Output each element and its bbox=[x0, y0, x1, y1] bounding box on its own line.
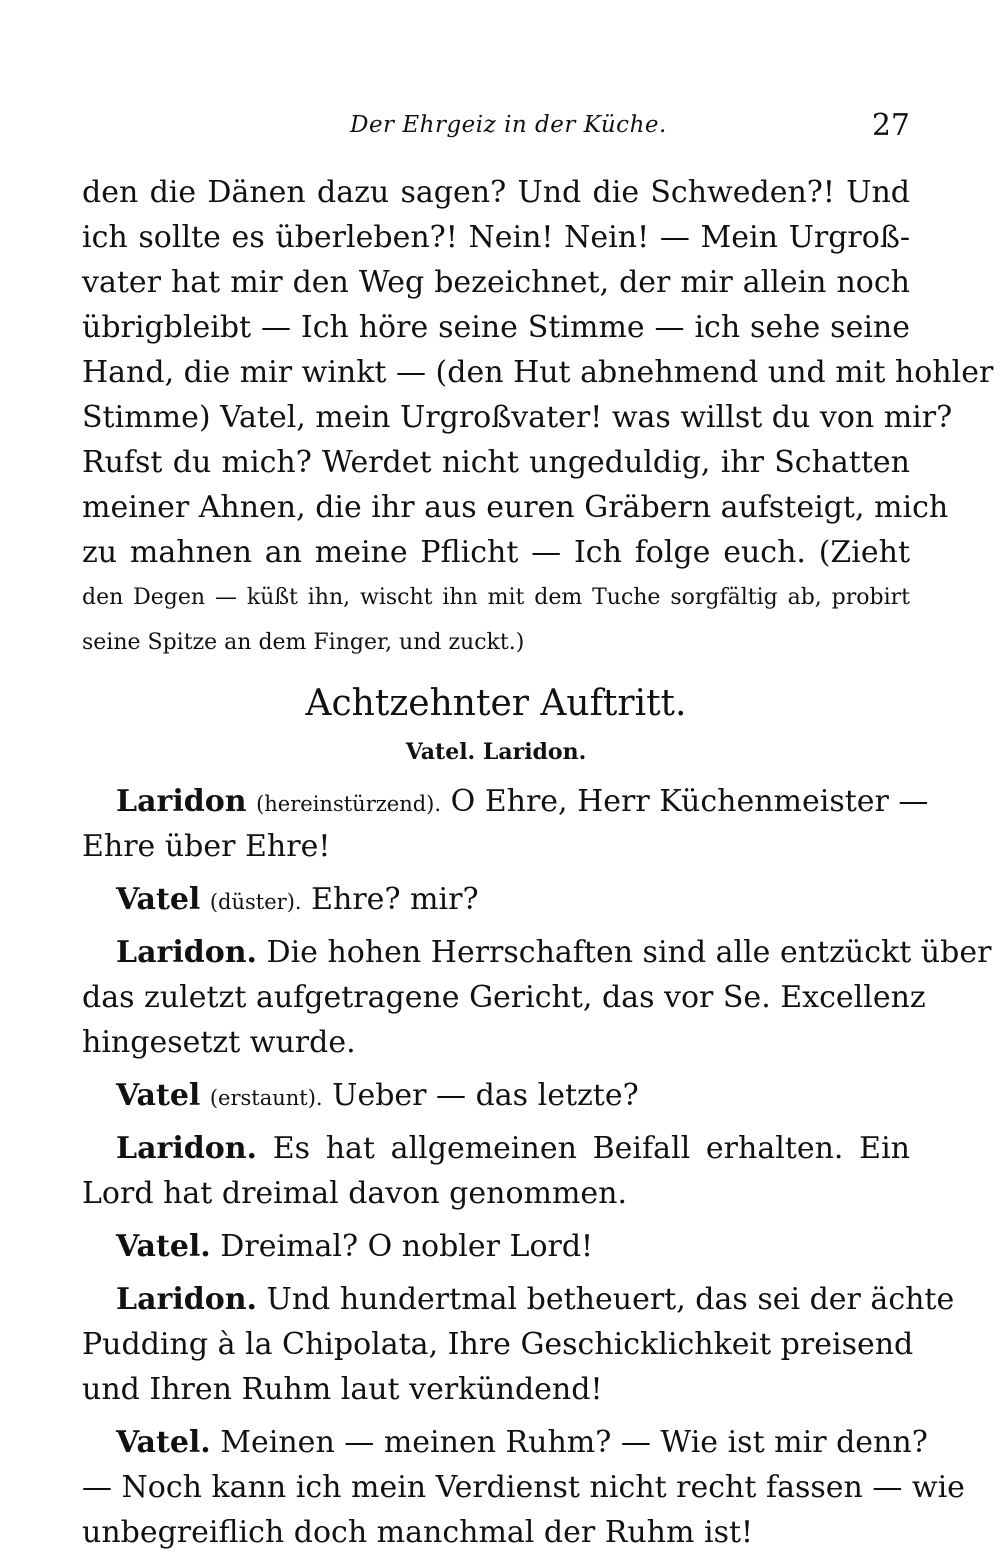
text-line: ich sollte es überleben?! Nein! Nein! — Mein Urgroß- bbox=[82, 220, 910, 255]
text-line: vater hat mir den Weg bezeichnet, der mir allein noch bbox=[82, 265, 910, 300]
stage-direction-line: seine Spitze an dem Finger, und zuckt.) bbox=[82, 630, 525, 655]
speaker-name: Laridon bbox=[116, 784, 247, 819]
running-head: Der Ehrgeiz in der Küche. bbox=[350, 112, 667, 138]
stage-direction: (erstaunt). bbox=[209, 1086, 323, 1110]
speech-line: das zuletzt aufgetragene Gericht, das vor Se. Excellenz bbox=[82, 980, 926, 1015]
page-header bbox=[80, 108, 910, 148]
page-body bbox=[82, 170, 994, 1555]
page-number: 27 bbox=[871, 108, 910, 143]
dialogue-entry bbox=[82, 1073, 910, 1118]
speech-line: Lord hat dreimal davon genommen. bbox=[82, 1176, 628, 1211]
speech-text: O Ehre, Herr Küchenmeister — bbox=[450, 784, 929, 819]
speech-first-line bbox=[82, 1420, 928, 1465]
speech-first-line bbox=[82, 877, 910, 922]
text-line: Stimme) Vatel, mein Urgroßvater! was willst du von mir? bbox=[82, 400, 953, 435]
speech-line: Ehre über Ehre! bbox=[82, 829, 331, 864]
scene-title: Achtzehnter Auftritt. bbox=[305, 683, 687, 724]
text-line: Rufst du mich? Werdet nicht ungeduldig, ihr Schatten bbox=[82, 445, 910, 480]
text-line: meiner Ahnen, die ihr aus euren Gräbern aufsteigt, mich bbox=[82, 490, 949, 525]
speech-first-line bbox=[82, 1277, 955, 1322]
dialogue-entry bbox=[82, 930, 992, 1065]
opening-monologue bbox=[82, 170, 994, 665]
speech-first-line bbox=[82, 930, 992, 975]
dialogue-entry bbox=[82, 877, 910, 922]
speech-text: Ueber — das letzte? bbox=[332, 1078, 639, 1113]
dialogue-entry bbox=[82, 1126, 910, 1216]
speaker-name: Vatel. bbox=[116, 1229, 211, 1264]
text-line: übrigbleibt — Ich höre seine Stimme — ich sehe seine bbox=[82, 310, 910, 345]
speech-line: Pudding à la Chipolata, Ihre Geschicklichkeit preisend bbox=[82, 1327, 914, 1362]
dialogue-entry bbox=[82, 1224, 910, 1269]
stage-direction: (düster). bbox=[209, 890, 302, 914]
speaker-name: Laridon. bbox=[116, 935, 257, 970]
speaker-name: Laridon. bbox=[116, 1282, 257, 1317]
speech-line: und Ihren Ruhm laut verkündend! bbox=[82, 1372, 603, 1407]
speech-text: Dreimal? O nobler Lord! bbox=[220, 1229, 594, 1264]
text-line: zu mahnen an meine Pflicht — Ich folge euch. (Zieht bbox=[82, 535, 910, 570]
speech-text: Ehre? mir? bbox=[311, 882, 479, 917]
dialogue-entry bbox=[82, 1277, 955, 1412]
speech-line: hingesetzt wurde. bbox=[82, 1025, 356, 1060]
speech-text: Meinen — meinen Ruhm? — Wie ist mir denn? bbox=[220, 1425, 928, 1460]
text-line: Hand, die mir winkt — (den Hut abnehmend und mit hohler bbox=[82, 355, 994, 390]
speech-first-line bbox=[82, 1224, 910, 1269]
speech-text: Es hat allgemeinen Beifall erhalten. Ein bbox=[272, 1131, 910, 1166]
speaker-name: Vatel bbox=[116, 882, 201, 917]
dialogue-entry bbox=[82, 1420, 965, 1555]
scene-characters: Vatel. Laridon. bbox=[405, 739, 587, 765]
speech-first-line bbox=[82, 779, 929, 824]
text-line: den die Dänen dazu sagen? Und die Schweden?! Und bbox=[82, 175, 910, 210]
speech-line: — Noch kann ich mein Verdienst nicht recht fassen — wie bbox=[82, 1470, 965, 1505]
speaker-name: Vatel bbox=[116, 1078, 201, 1113]
speech-text: Und hundertmal betheuert, das sei der ächte bbox=[266, 1282, 955, 1317]
speech-text: Die hohen Herrschaften sind alle entzückt über bbox=[266, 935, 992, 970]
speaker-name: Vatel. bbox=[116, 1425, 211, 1460]
speaker-name: Laridon. bbox=[116, 1131, 257, 1166]
speech-first-line bbox=[82, 1126, 910, 1171]
dialogue-entry bbox=[82, 779, 929, 869]
speech-line: unbegreiflich doch manchmal der Ruhm ist! bbox=[82, 1515, 754, 1550]
stage-direction: (hereinstürzend). bbox=[256, 792, 442, 816]
stage-direction-line: den Degen — küßt ihn, wischt ihn mit dem Tuche sorgfältig ab, probirt bbox=[82, 585, 910, 610]
speech-first-line bbox=[82, 1073, 910, 1118]
